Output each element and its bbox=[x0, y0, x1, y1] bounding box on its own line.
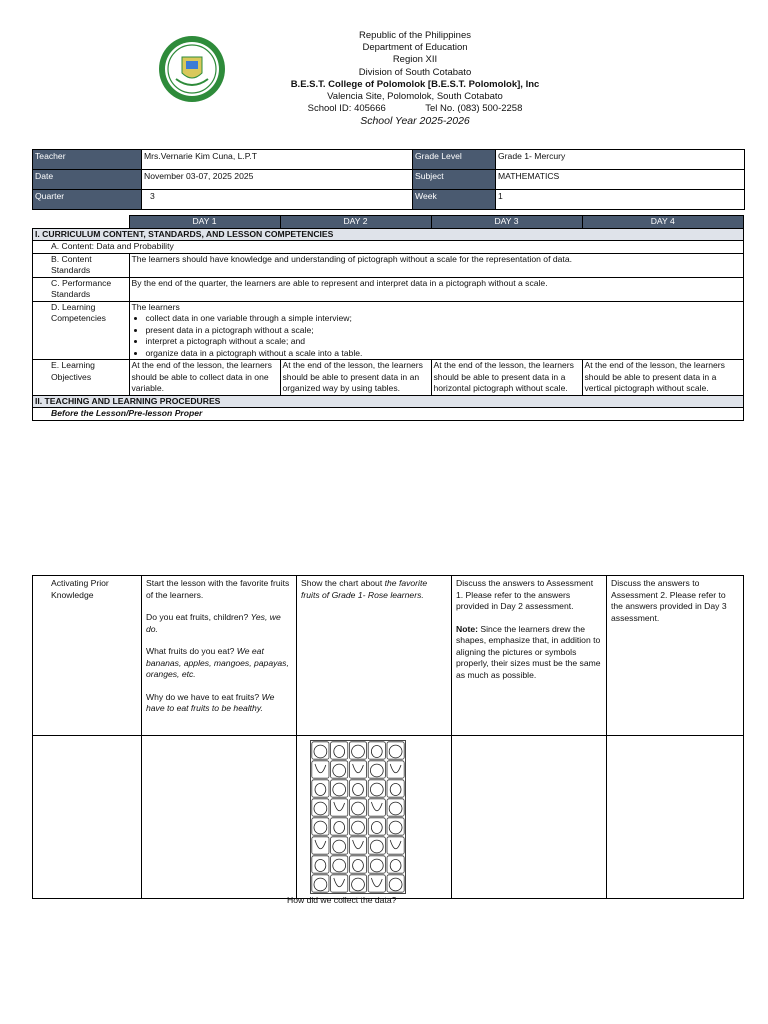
fruit-drawing bbox=[334, 746, 345, 758]
fruit-pictograph-image bbox=[310, 740, 406, 894]
fruit-drawing bbox=[333, 764, 346, 777]
fruit-drawing bbox=[315, 860, 326, 872]
fruit-drawing bbox=[315, 764, 326, 773]
competency-item: • interpret a pictograph without a scale; and bbox=[146, 336, 742, 348]
competency-item: • collect data in one variable through a simple interview; bbox=[146, 313, 742, 325]
pictograph-caption: How did we collect the data? bbox=[287, 895, 397, 905]
day4-text: Discuss the answers to Assessment 2. Please refer to the answers provided in Day 3 assessment. bbox=[611, 578, 727, 623]
day3-text: Discuss the answers to Assessment 1. Please refer to the answers provided in Day 2 assessment. bbox=[456, 578, 594, 611]
fruit-drawing bbox=[370, 859, 383, 872]
day-1-header: DAY 1 bbox=[129, 216, 280, 229]
fruit-drawing bbox=[334, 802, 345, 811]
fruit-drawing bbox=[371, 822, 382, 834]
teacher-label: Teacher bbox=[33, 150, 142, 170]
performance-standards-text: By the end of the quarter, the learners are able to represent and interpret data in a pictograph without a scale. bbox=[129, 277, 744, 301]
performance-standards-label: C. Performance Standards bbox=[33, 277, 130, 301]
competency-item: • present data in a pictograph without a scale; bbox=[146, 325, 742, 337]
division-line: Division of South Cotabato bbox=[358, 66, 472, 78]
fruit-drawing bbox=[389, 745, 402, 758]
fruit-drawing bbox=[353, 840, 364, 849]
fruit-drawing bbox=[353, 764, 364, 773]
fruit-drawing bbox=[352, 802, 365, 815]
activity-day-3 bbox=[452, 576, 607, 736]
fruit-drawing bbox=[370, 764, 383, 777]
fruit-drawing bbox=[333, 840, 346, 853]
fruit-drawing bbox=[353, 784, 364, 796]
region-line: Region XII bbox=[392, 54, 438, 66]
fruit-drawing bbox=[334, 878, 345, 887]
blank-cell bbox=[33, 736, 142, 899]
competencies-intro: The learners bbox=[131, 301, 180, 312]
fruit-drawing bbox=[370, 783, 383, 796]
fruit-drawing bbox=[315, 784, 326, 796]
competencies-cell bbox=[129, 301, 744, 360]
subject-label: Subject bbox=[413, 170, 496, 190]
blank-cell bbox=[607, 736, 744, 899]
deped-line: Department of Education bbox=[362, 42, 468, 54]
grade-value: Grade 1- Mercury bbox=[496, 150, 745, 170]
fruit-drawing bbox=[370, 840, 383, 853]
school-year: School Year 2025-2026 bbox=[360, 115, 470, 128]
activity-day-1 bbox=[142, 576, 297, 736]
fruit-drawing bbox=[314, 745, 327, 758]
subject-value: MATHEMATICS bbox=[496, 170, 745, 190]
school-contact: School ID: 405666 Tel No. (083) 500-2258 bbox=[307, 103, 523, 115]
content-standards-label: B. Content Standards bbox=[33, 253, 130, 277]
week-label: Week bbox=[413, 190, 496, 210]
fruit-drawing bbox=[314, 821, 327, 834]
blank-cell bbox=[142, 736, 297, 899]
grade-label: Grade Level bbox=[413, 150, 496, 170]
competencies-list bbox=[132, 313, 742, 359]
day1-question-2: What fruits do you eat? We eat bananas, apples, mangoes, papayas, oranges, etc. bbox=[146, 646, 289, 679]
day1-intro: Start the lesson with the favorite fruits of the learners. bbox=[146, 578, 290, 600]
activity-day-4 bbox=[607, 576, 744, 736]
fruit-drawing bbox=[333, 859, 346, 872]
day1-question-3: Why do we have to eat fruits? We have to eat fruits to be healthy. bbox=[146, 691, 275, 713]
school-seal-logo bbox=[158, 35, 226, 103]
fruit-drawing bbox=[315, 840, 326, 849]
fruit-drawing bbox=[371, 746, 382, 758]
section-procedures: II. TEACHING AND LEARNING PROCEDURES bbox=[33, 395, 744, 408]
before-lesson-row: Before the Lesson/Pre-lesson Proper bbox=[33, 408, 744, 421]
fruit-drawing bbox=[353, 860, 364, 872]
objective-day-1: At the end of the lesson, the learners should be able to collect data in one variable. bbox=[129, 360, 280, 396]
fruit-drawing bbox=[314, 878, 327, 891]
fruit-drawing bbox=[352, 821, 365, 834]
curriculum-table bbox=[32, 215, 744, 421]
objectives-label: E. Learning Objectives bbox=[33, 360, 130, 396]
day-2-header: DAY 2 bbox=[280, 216, 431, 229]
fruit-drawing bbox=[390, 784, 401, 796]
fruit-drawing bbox=[389, 878, 402, 891]
fruit-drawing bbox=[371, 878, 382, 887]
date-value: November 03-07, 2025 2025 bbox=[142, 170, 413, 190]
day-3-header: DAY 3 bbox=[431, 216, 582, 229]
day1-question-1: Do you eat fruits, children? Yes, we do. bbox=[146, 612, 281, 634]
activity-day-2: Show the chart about the favorite fruits of Grade 1- Rose learners. bbox=[297, 576, 452, 736]
republic-line: Republic of the Philippines bbox=[359, 30, 471, 41]
school-header bbox=[230, 30, 600, 128]
content-row: A. Content: Data and Probability bbox=[33, 241, 744, 254]
date-label: Date bbox=[33, 170, 142, 190]
competency-item: • organize data in a pictograph without a scale into a table. bbox=[146, 348, 742, 360]
fruit-drawing bbox=[352, 878, 365, 891]
quarter-label: Quarter bbox=[33, 190, 142, 210]
fruit-drawing bbox=[389, 802, 402, 815]
section-curriculum: I. CURRICULUM CONTENT, STANDARDS, AND LESSON COMPETENCIES bbox=[33, 228, 744, 241]
fruit-drawing bbox=[334, 822, 345, 834]
fruit-drawing bbox=[389, 821, 402, 834]
fruit-drawing bbox=[390, 840, 401, 849]
objective-day-4: At the end of the lesson, the learners should be able to present data in a vertical pictograph without scale. bbox=[582, 360, 744, 396]
info-table bbox=[32, 149, 745, 210]
fruit-drawing bbox=[371, 802, 382, 811]
fruit-drawing bbox=[390, 764, 401, 773]
content-standards-text: The learners should have knowledge and understanding of pictograph without a scale for the representation of data. bbox=[129, 253, 744, 277]
school-name: B.E.S.T. College of Polomolok [B.E.S.T. Polomolok], Inc bbox=[290, 78, 540, 90]
week-value: 1 bbox=[496, 190, 745, 210]
objective-day-3: At the end of the lesson, the learners should be able to present data in a horizontal pictograph without scale. bbox=[431, 360, 582, 396]
objective-day-2: At the end of the lesson, the learners should be able to present data in an organized way by using tables. bbox=[280, 360, 431, 396]
fruit-drawing bbox=[352, 745, 365, 758]
day3-note: Note: Since the learners drew the shapes, emphasize that, in addition to aligning the pictures or symbols properly, their sizes must be the same as much as possible. bbox=[456, 623, 601, 680]
day-4-header: DAY 4 bbox=[582, 216, 744, 229]
fruit-drawing bbox=[333, 783, 346, 796]
blank-cell bbox=[452, 736, 607, 899]
fruit-drawing bbox=[390, 860, 401, 872]
fruit-drawing bbox=[314, 802, 327, 815]
school-address: Valencia Site, Polomolok, South Cotabato bbox=[327, 91, 503, 103]
activating-label: Activating Prior Knowledge bbox=[33, 576, 142, 736]
competencies-label: D. Learning Competencies bbox=[33, 301, 130, 360]
teacher-value: Mrs.Vernarie Kim Cuna, L.P.T bbox=[142, 150, 413, 170]
quarter-value: 3 bbox=[142, 190, 413, 210]
